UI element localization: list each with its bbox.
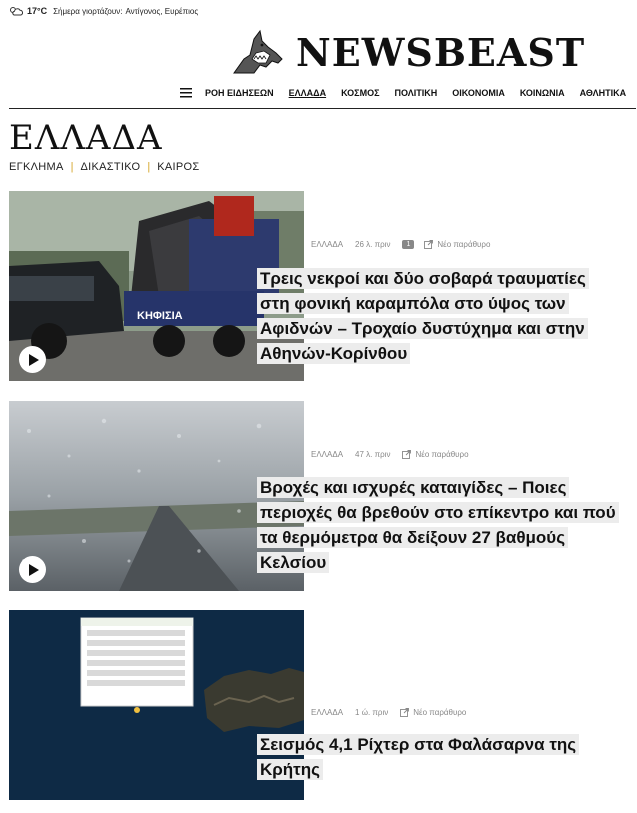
article-meta (311, 450, 469, 459)
subnav-item-judicial[interactable]: ΔΙΚΑΣΤΙΚΟ (80, 161, 141, 173)
article-meta (311, 708, 466, 717)
article-headline[interactable] (257, 266, 617, 366)
article-headline-text: Σεισμός 4,1 Ρίχτερ στα Φαλάσαρνα της Κρήτης (257, 734, 579, 780)
external-link-icon (424, 240, 433, 249)
play-button[interactable] (19, 346, 46, 373)
article-headline[interactable] (257, 475, 617, 575)
open-new-window-link[interactable] (400, 708, 466, 717)
section-subnav (9, 161, 200, 173)
nav-item-news-feed[interactable]: ΡΟΗ ΕΙΔΗΣΕΩΝ (205, 88, 274, 98)
article-card (9, 401, 629, 591)
nav-item-politics[interactable]: ΠΟΛΙΤΙΚΗ (394, 88, 438, 98)
article-time: 1 ώ. πριν (355, 708, 389, 717)
article-headline[interactable] (257, 732, 617, 782)
cloud-sun-icon (9, 6, 23, 16)
article-card (9, 191, 629, 381)
article-category[interactable]: ΕΛΛΑΔΑ (311, 708, 344, 717)
play-icon (29, 564, 39, 576)
comment-count[interactable] (402, 240, 414, 249)
external-link-icon (402, 450, 411, 459)
nav-item-greece[interactable]: ΕΛΛΑΔΑ (288, 88, 327, 98)
nav-item-society[interactable]: ΚΟΙΝΩΝΙΑ (519, 88, 565, 98)
article-headline-text: Τρεις νεκροί και δύο σοβαρά τραυματίες στη φονική καραμπόλα στο ύψος των Αφιδνών – Τροχαίο δυστύχημα και στην Αθηνών-Κορίνθου (257, 268, 589, 364)
article-category[interactable]: ΕΛΛΑΔΑ (311, 240, 344, 249)
open-new-window-label: Νέο παράθυρο (437, 240, 491, 249)
comment-badge: 1 (402, 240, 414, 249)
article-time: 47 λ. πριν (355, 450, 391, 459)
name-day-label: Σήμερα γιορτάζουν: (53, 6, 123, 16)
nav-item-economy[interactable]: ΟΙΚΟΝΟΜΙΑ (452, 88, 505, 98)
play-button[interactable] (19, 556, 46, 583)
open-new-window-link[interactable] (424, 240, 490, 249)
article-card (9, 610, 629, 800)
article-meta (311, 240, 490, 249)
site-logo[interactable] (232, 28, 585, 75)
play-icon (29, 354, 39, 366)
nav-divider (9, 108, 636, 109)
article-headline-text: Βροχές και ισχυρές καταιγίδες – Ποιες περιοχές θα βρεθούν στο επίκεντρο και πού τα θερμόμετρα θα δείξουν 27 βαθμούς Κελσίου (257, 477, 619, 573)
name-day-names[interactable]: Αντίγονος, Ευρέπιος (125, 6, 199, 16)
main-nav (180, 86, 626, 100)
external-link-icon (400, 708, 409, 717)
open-new-window-label: Νέο παράθυρο (413, 708, 467, 717)
open-new-window-label: Νέο παράθυρο (415, 450, 469, 459)
truck-label: ΚΗΦΙΣΙΑ (137, 310, 183, 322)
article-time: 26 λ. πριν (355, 240, 391, 249)
subnav-separator: | (147, 161, 151, 173)
subnav-item-weather[interactable]: ΚΑΙΡΟΣ (157, 161, 200, 173)
nav-item-sports[interactable]: ΑΘΛΗΤΙΚΑ (579, 88, 627, 98)
section-title: ΕΛΛΑΔΑ (9, 118, 163, 158)
open-new-window-link[interactable] (402, 450, 468, 459)
subnav-item-crime[interactable]: ΕΓΚΛΗΜΑ (9, 161, 64, 173)
subnav-separator: | (70, 161, 74, 173)
temperature: 17°C (27, 6, 48, 16)
nav-item-world[interactable]: ΚΟΣΜΟΣ (341, 88, 380, 98)
hamburger-menu-icon[interactable] (180, 88, 192, 98)
logo-text: NEWSBEAST (296, 30, 586, 75)
shark-icon (232, 29, 284, 75)
top-bar (9, 4, 198, 18)
article-category[interactable]: ΕΛΛΑΔΑ (311, 450, 344, 459)
